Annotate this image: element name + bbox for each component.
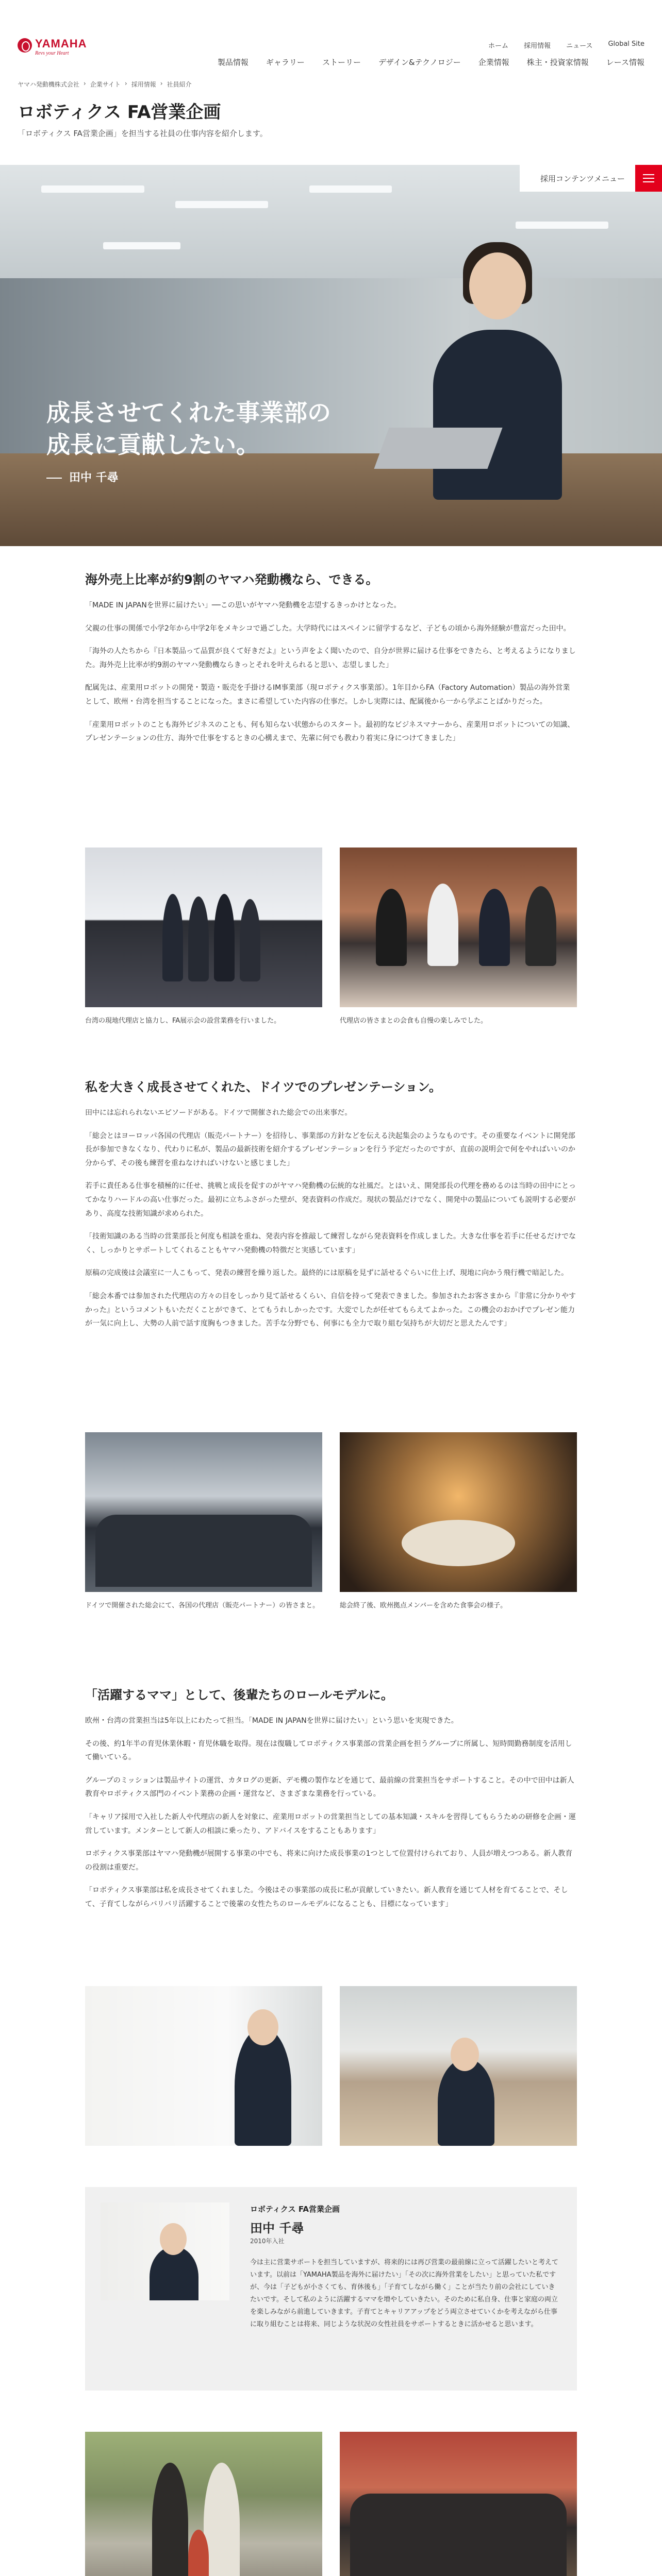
group-of-people xyxy=(350,2494,567,2576)
ceiling-light xyxy=(41,185,144,193)
photo-row xyxy=(85,848,577,1027)
person xyxy=(427,884,458,966)
section-title: 私を大きく成長させてくれた、ドイツでのプレゼンテーション。 xyxy=(85,1080,441,1094)
paragraph: 配属先は、産業用ロボットの開発・製造・販売を手掛けるIM事業部（現ロボティクス事業部）。1年目からFA（Factory Automation）製品の海外営業として、欧州・台湾を担当することになった。まさに希望していた内容の仕事だ。しかし実際には、配属後から一から学ぶことばかりだった。 xyxy=(85,684,570,706)
page-subtitle: 「ロボティクス FA営業企画」を担当する社員の仕事内容を紹介します。 xyxy=(18,129,268,138)
main-nav xyxy=(218,57,644,67)
paragraph: 田中には忘れられないエピソードがある。ドイツで開催された総会での出来事だ。 xyxy=(85,1109,352,1117)
photo-row xyxy=(85,1986,577,2146)
person xyxy=(188,896,209,981)
photo-card xyxy=(85,848,322,1027)
photo-row xyxy=(85,1432,577,1612)
photo-card xyxy=(85,1986,322,2146)
paragraph: 欧州・台湾の営業担当は5年以上にわたって担当。「MADE IN JAPANを世界に届けたい」という思いを実現できた。 xyxy=(85,1717,458,1725)
profile-photo xyxy=(101,2202,229,2300)
dinner-party-photo xyxy=(340,1432,577,1592)
person xyxy=(376,889,407,966)
nav-gallery[interactable]: ギャラリー xyxy=(266,58,305,67)
dinner-photo xyxy=(340,848,577,1007)
photo-caption: 総会終了後、欧州拠点メンバーを含めた食事会の様子。 xyxy=(340,1602,507,1609)
face xyxy=(469,252,526,319)
breadcrumb xyxy=(18,80,192,89)
face xyxy=(247,2009,278,2045)
top-link-news[interactable]: ニュース xyxy=(566,42,593,50)
person xyxy=(152,2463,188,2576)
person xyxy=(240,899,260,981)
hero-image xyxy=(0,165,662,546)
nav-race[interactable]: レース情報 xyxy=(606,58,644,67)
top-link-recruit[interactable]: 採用情報 xyxy=(524,42,551,50)
paragraph: 若手に責任ある仕事を積極的に任せ、挑戦と成長を促すのがヤマハ発動機の伝統的な社風だ。とはいえ、開発部長の代理を務めるのは当時の田中にとってかなりハードルの高い仕事だった。最初に立ちふさがった壁が、発表資料の作成だ。現状の製品だけでなく、開発中の製品についても説明する必要があり、高度な技術知識が求められた。 xyxy=(85,1182,576,1218)
face xyxy=(451,2038,479,2071)
paragraph: 父親の仕事の関係で小学2年から中学2年をメキシコで過ごした。大学時代にはスペインに留学するなど、子どもの頃から海外経験が豊富だった田中。 xyxy=(85,624,571,633)
profile-year: 2010年入社 xyxy=(250,2238,285,2245)
photo-card xyxy=(340,1986,577,2146)
breadcrumb-item[interactable]: 採用情報 xyxy=(131,81,156,88)
content-menu-bar[interactable] xyxy=(520,165,662,192)
profile-title: ロボティクス FA営業企画 xyxy=(250,2205,340,2214)
ceiling-light xyxy=(309,185,392,193)
paragraph: 「キャリア採用で入社した新人や代理店の新人を対象に、産業用ロボットの営業担当としての基本知識・スキルを習得してもらうための研修を企画・運営しています。メンターとして新人の相談に乗ったり、アドバイスをすることもあります」 xyxy=(85,1812,576,1835)
person xyxy=(162,894,183,981)
person xyxy=(438,2058,494,2146)
paragraph: 「海外の人たちから『日本製品って品質が良くて好きだよ』という声をよく聞いたので、自分が世界に届ける仕事をできたら、と考えるようになりました。海外売上比率が約9割のヤマハ発動機ならきっとそれを叶えられると思い、志望しました」 xyxy=(85,647,576,669)
group-celebration-photo xyxy=(340,2432,577,2576)
conference-group-photo xyxy=(85,1432,322,1592)
paragraph: 「技術知識のある当時の営業部長と何度も相談を重ね、発表内容を推敲して練習しながら発表資料を作成しました。大きな仕事を若手に任せるだけでなく、しっかりとサポートしてくれることもヤマハ発動機の特徴だと実感しています」 xyxy=(85,1232,576,1255)
profile-name: 田中 千尋 xyxy=(250,2221,304,2235)
page-title: ロボティクス FA営業企画 xyxy=(18,102,221,123)
logo-text: YAMAHA xyxy=(35,37,87,50)
paragraph: 「産業用ロボットのことも海外ビジネスのことも、何も知らない状態からのスタート。最初的なビジネスマナーから、産業用ロボットについての知識、プレゼンテーションの仕方、海外で仕事をするときの心構えまで、先輩に何でも教わり着実に身につけてきました」 xyxy=(85,720,575,743)
top-link-global[interactable]: Global Site xyxy=(608,40,644,48)
photo-card xyxy=(85,1432,322,1612)
photo-caption: 台湾の現地代理店と協力し、FA展示会の設営業務を行いました。 xyxy=(85,1017,281,1025)
content-menu-label: 採用コンテンツメニュー xyxy=(540,174,625,183)
hero-copy-line: 成長させてくれた事業部の xyxy=(46,399,331,427)
photo-row xyxy=(85,2432,577,2576)
nav-story[interactable]: ストーリー xyxy=(322,58,361,67)
breadcrumb-sep: › xyxy=(124,80,127,87)
logo-sub: Revs your Heart xyxy=(35,50,69,56)
profile-box xyxy=(85,2187,577,2391)
breadcrumb-item[interactable]: ヤマハ発動機株式会社 xyxy=(18,81,79,88)
breadcrumb-sep: › xyxy=(83,80,86,87)
section-overseas xyxy=(85,569,577,755)
hero-copy xyxy=(46,397,331,461)
person xyxy=(479,889,510,966)
nav-design[interactable]: デザイン&テクノロジー xyxy=(378,58,461,67)
section-title: 「活躍するママ」として、後輩たちのロールモデルに。 xyxy=(85,1688,393,1702)
section-title: 海外売上比率が約9割のヤマハ発動機なら、できる。 xyxy=(85,572,378,587)
person xyxy=(214,894,235,981)
laptop xyxy=(374,428,502,469)
paragraph: 「ロボティクス事業部は私を成長させてくれました。今後はその事業部の成長に私が貢献していきたい。新人教育を通じて人材を育てることで、そして、子育てしながらバリバリ活躍することで後輩の女性たちのロールモデルになることも、目標になっています」 xyxy=(85,1886,568,1908)
photo-card xyxy=(340,848,577,1027)
photo-caption: 代理店の皆さまとの会食も自慢の楽しみでした。 xyxy=(340,1017,488,1025)
photo-card xyxy=(85,2432,322,2576)
photo-card xyxy=(340,2432,577,2576)
paragraph: 「MADE IN JAPANを世界に届けたい」──この思いがヤマハ発動機を志望するきっかけとなった。 xyxy=(85,601,401,609)
nav-products[interactable]: 製品情報 xyxy=(217,58,249,67)
breadcrumb-item[interactable]: 社員紹介 xyxy=(167,81,192,88)
photo-card xyxy=(340,1432,577,1612)
paragraph: 「総会本番では参加された代理店の方々の目をしっかり見て話せるくらい、自信を持って発表できました。参加されたお客さまから『非常に分かりやすかった』というコメントもいただくことができて、とてもうれしかったです。大変でしたが任せてもらえてよかった。この機会のおかげでプレゼン能力が一気に向上し、大勢の人前で話す度胸もつきました。苦手な分野でも、何事にも全力で取り組む気持ちが大切だと思えたんです」 xyxy=(85,1292,576,1328)
group-of-people xyxy=(95,1515,312,1587)
breadcrumb-item[interactable]: 企業サイト xyxy=(90,81,121,88)
breadcrumb-sep: › xyxy=(160,80,163,87)
person xyxy=(525,886,556,966)
nav-ir[interactable]: 株主・投資家情報 xyxy=(526,58,589,67)
section-germany xyxy=(85,1077,577,1340)
site-header xyxy=(0,0,662,72)
tuning-fork-icon xyxy=(18,38,32,53)
family-photo xyxy=(85,2432,322,2576)
hero-name: 田中 千尋 xyxy=(46,469,119,485)
exhibition-photo xyxy=(85,848,322,1007)
paragraph: グループのミッションは製品サイトの運営、カタログの更新、デモ機の製作などを通じて、最前線の営業担当をサポートすること。その中で田中は新人教育やロボティクス部門のイベント業務の企画・運営など、さまざまな業務を行っている。 xyxy=(85,1776,574,1799)
top-nav xyxy=(488,40,644,50)
yamaha-logo[interactable] xyxy=(18,37,90,58)
hero-copy-line: 成長に貢献したい。 xyxy=(46,431,260,459)
paragraph: 原稿の完成後は会議室に一人こもって、発表の練習を繰り返した。最終的には原稿を見ずに話せるぐらいに仕上げ、現地に向かう飛行機で暗記した。 xyxy=(85,1269,569,1278)
ceiling-light xyxy=(103,242,180,249)
ceiling-light xyxy=(175,201,268,208)
paragraph: ロボティクス事業部はヤマハ発動機が展開する事業の中でも、将来に向けた成長事業の1つとして位置付けられており、人員が増えつつある。新人教育の役割は重要だ。 xyxy=(85,1850,573,1872)
person xyxy=(204,2463,240,2576)
paragraph: 「総会とはヨーロッパ各国の代理店（販売パートナー）を招待し、事業部の方針などを伝える決起集会のようなものです。その重要なイベントに開発部長が参加できなくなり、代わりに私が、製品の最新技術を紹介するプレゼンテーションを行う予定だったのですが、直前の説明会で何をやればいいのか分からず、その後も練習を重ねなければいけないと感じました」 xyxy=(85,1131,575,1167)
jacket xyxy=(433,330,562,500)
hamburger-icon[interactable] xyxy=(635,165,662,192)
photo-caption: ドイツで開催された総会にて、各国の代理店（販売パートナー）の皆さまと。 xyxy=(85,1602,320,1609)
office-work-photo xyxy=(340,1986,577,2146)
face xyxy=(160,2223,187,2255)
top-link-home[interactable]: ホーム xyxy=(488,42,509,50)
portrait-photo xyxy=(85,1986,322,2146)
profile-body: 今は主に営業サポートを担当していますが、将来的には再び営業の最前線に立って活躍したいと考えています。以前は「YAMAHA製品を海外に届けたい」「その次に海外営業をしたい」と思っていた私ですが、今は「子どもが小さくても、育休後も」「子育てしながら働く」ことが当たり前の会社にしていきたいです。そして私のように活躍するママを増やしていきたい。そのために私自身、仕事と家庭の両立を楽しみながら前進していきます。子育てとキャリアアップをどう両立させていくかを考えながら仕事に取り組むことは将来、同じような状況の女性社員をサポートするときに活かせると思います。 xyxy=(250,2259,559,2329)
nav-company[interactable]: 企業情報 xyxy=(478,58,509,67)
section-rolemodel xyxy=(85,1685,577,1921)
paragraph: その後、約1年半の育児休業休暇・育児休職を取得。現在は復職してロボティクス事業部の営業企画を担うグループに所属し、短時間勤務制度を活用して働いている。 xyxy=(85,1739,572,1762)
table xyxy=(402,1520,515,1566)
